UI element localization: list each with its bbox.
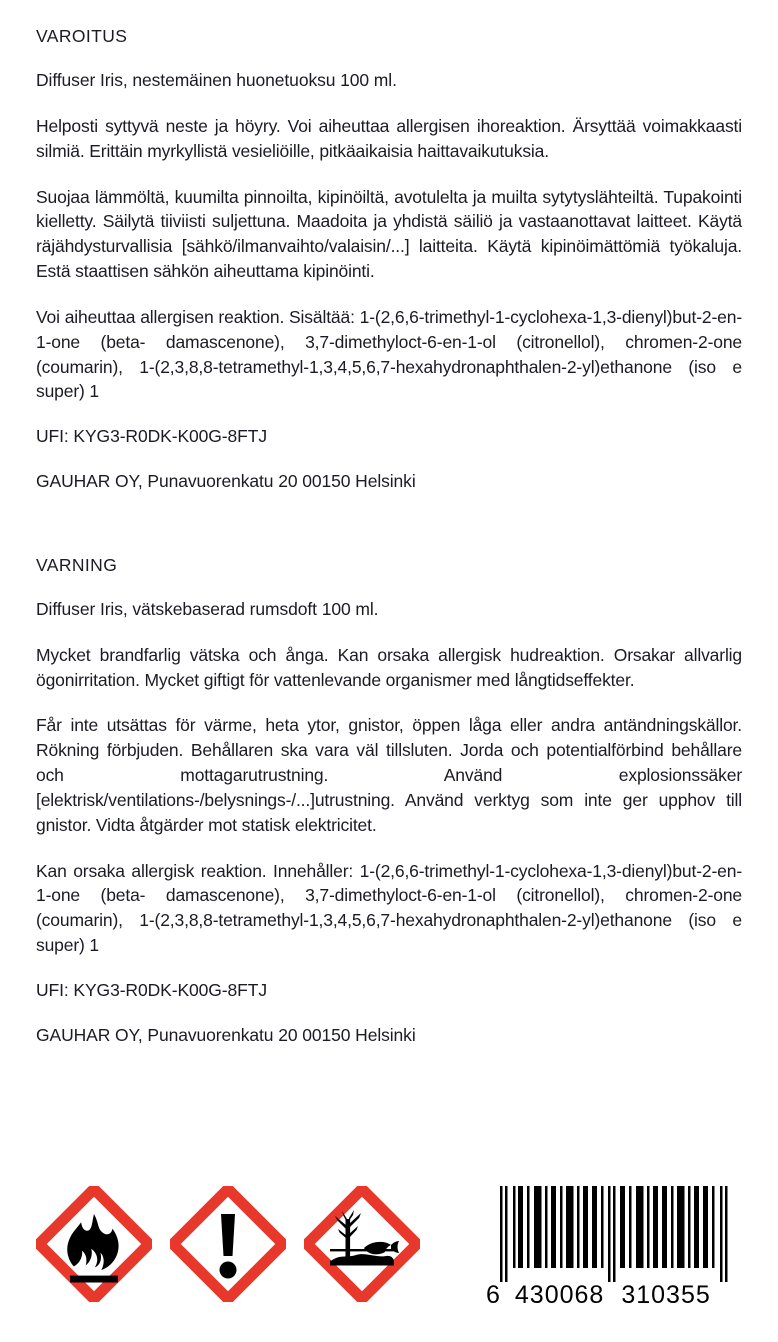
ghs07-exclamation-mark-icon <box>170 1186 286 1302</box>
language-block-separator <box>36 493 742 555</box>
barcode-right-group: 310355 <box>621 1281 711 1309</box>
hazard-statements-sv: Mycket brandfarlig vätska och ånga. Kan orsaka allergisk hudreaktion. Orsakar allvarlig ögonirritation. Mycket giftigt för vattenlevande organismer med långtidseffekter. <box>36 644 742 690</box>
precautionary-statements-fi: Suojaa lämmöltä, kuumilta pinnoilta, kipinöiltä, avotulelta ja muilta sytytyslähteiltä. Tupakointi kielletty. Säilytä tiiviisti suljettuna. Maadoita ja yhdistä säiliö ja vastaanottavat laitteet. Käytä räjähdysturvallisia [sähkö/ilmanvaihto/valaisin/...] laitteita. Käytä kipinöimättömiä työkaluja. Estä staattisen sähkön aiheuttama kipinöinti. <box>36 186 742 282</box>
allergen-statement-sv: Kan orsaka allergisk reaktion. Innehåller: 1-(2,6,6-trimethyl-1-cyclohexa-1,3-dienyl)but-2-en-1-one (beta- damascenone), 3,7-dimethyloct-6-en-1-ol (citronellol), chromen-2-one (coumarin), 1-(2,3,8,8-tetramethyl-1,3,4,5,6,7-hexahydronaphthalen-2-yl)ethanone (iso e super) 1 <box>36 860 742 956</box>
ghs09-environment-icon <box>304 1186 420 1302</box>
ufi-code-sv: UFI: KYG3-R0DK-K00G-8FTJ <box>36 979 267 1000</box>
barcode-bars <box>484 1186 742 1282</box>
company-address-fi: GAUHAR OY, Punavuorenkatu 20 00150 Helsinki <box>36 471 416 492</box>
label-text-column <box>36 26 742 1046</box>
language-block-sv <box>36 555 742 1047</box>
product-description-fi: Diffuser Iris, nestemäinen huonetuoksu 100 ml. <box>36 70 397 90</box>
signal-word-fi: VAROITUS <box>36 26 128 46</box>
ghs02-flame-icon <box>36 1186 152 1302</box>
barcode-number <box>484 1281 742 1310</box>
signal-word-sv: VARNING <box>36 554 118 575</box>
barcode-left-group: 430068 <box>514 1281 605 1309</box>
ufi-code-fi: UFI: KYG3-R0DK-K00G-8FTJ <box>36 426 267 447</box>
barcode-lead-digit: 6 <box>486 1281 501 1309</box>
hazard-statements-fi: Helposti syttyvä neste ja höyry. Voi aiheuttaa allergisen ihoreaktion. Ärsyttää voimakkaasti silmiä. Erittäin myrkyllistä vesieliöille, pitkäaikaisia haittavaikutuksia. <box>36 115 742 161</box>
allergen-statement-fi: Voi aiheuttaa allergisen reaktion. Sisältää: 1-(2,6,6-trimethyl-1-cyclohexa-1,3-dienyl)but-2-en-1-one (beta- damascenone), 3,7-dimethyloct-6-en-1-ol (citronellol), chromen-2-one (coumarin), 1-(2,3,8,8-tetramethyl-1,3,4,5,6,7-hexahydronaphthalen-2-yl)ethanone (iso e super) 1 <box>36 306 742 402</box>
language-block-fi <box>36 26 742 493</box>
barcode <box>484 1186 742 1310</box>
precautionary-statements-sv: Får inte utsättas för värme, heta ytor, gnistor, öppen låga eller andra antändningskällor. Rökning förbjuden. Behållaren ska vara väl tillsluten. Jorda och potentialförbind behållare och mottagarutrustning. Använd explosionssäker [elektrisk/ventilations-/belysnings-/...]utrustning. Använd verktyg som inte ger upphov till gnistor. Vidta åtgärder mot statisk elektricitet. <box>36 715 742 835</box>
company-address-sv: GAUHAR OY, Punavuorenkatu 20 00150 Helsinki <box>36 1024 416 1045</box>
ghs-pictogram-row <box>36 1186 420 1302</box>
product-description-sv: Diffuser Iris, vätskebaserad rumsdoft 100 ml. <box>36 598 379 619</box>
